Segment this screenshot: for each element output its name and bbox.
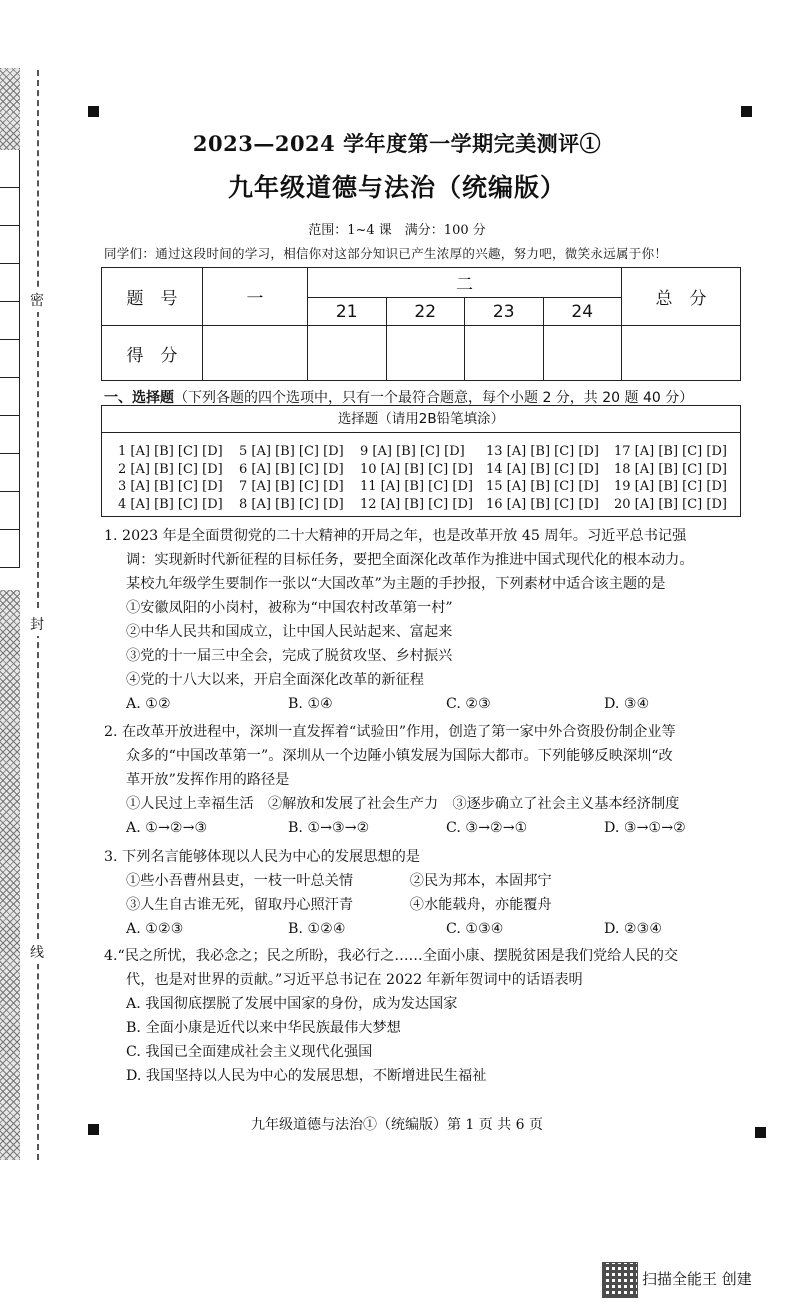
question-line: 4.“民之所忧，我必念之；民之所盼，我必行之……全面小康、摆脱贫困是我们党给人民的交 — [104, 948, 679, 964]
section-note: （下列各题的四个选项中，只有一个最符合题意，每个小题 2 分，共 20 题 40 分） — [174, 390, 694, 406]
answer-bubble-row[interactable]: 18 [A] [B] [C] [D] — [614, 461, 727, 477]
option-b: B. ①②④ — [288, 921, 346, 937]
question-line: ③党的十一届三中全会，完成了脱贫攻坚、乡村振兴 — [126, 648, 453, 664]
score-total-label: 总 分 — [622, 268, 741, 326]
option-c: C. ②③ — [446, 696, 491, 712]
section-heading — [104, 387, 693, 407]
score-col-two: 二 — [308, 268, 622, 298]
question-option-line: A. 我国彻底摆脱了发展中国家的身份，成为发达国家 — [126, 996, 458, 1012]
scanner-watermark: 扫描全能王 创建 — [642, 1270, 752, 1288]
exam-title: 2023—2024 学年度第一学期完美测评① — [192, 131, 602, 156]
score-cell[interactable] — [308, 326, 387, 381]
answer-column — [118, 443, 223, 513]
question-options — [104, 816, 754, 840]
question-4 — [104, 944, 754, 1088]
question-line: 众多的“中国改革第一”。深圳从一个边陲小镇发展为国际大都市。下列能够反映深圳“改 — [126, 748, 673, 764]
binding-boxes — [0, 150, 20, 590]
question-line: ①安徽凤阳的小岗村，被称为“中国农村改革第一村” — [126, 600, 453, 616]
question-line: 某校九年级学生要制作一张以“大国改革”为主题的手抄报，下列素材中适合该主题的是 — [126, 576, 666, 592]
question-options — [104, 692, 754, 716]
question-line: 1. 2023 年是全面贯彻党的二十大精神的开局之年，也是改革开放 45 周年。习近平总书记强 — [104, 528, 687, 544]
score-cell[interactable] — [203, 326, 308, 381]
question-1 — [104, 524, 754, 716]
section-title: 一、选择题 — [104, 390, 174, 406]
question-option-line: D. 我国坚持以人民为中心的发展思想，不断增进民生福祉 — [126, 1068, 487, 1084]
score-total-cell[interactable] — [622, 326, 741, 381]
question-line: ①些小吾曹州县吏，一枝一叶总关情 ②民为邦本，本固邦宁 — [126, 873, 552, 889]
answer-bubble-row[interactable]: 1 [A] [B] [C] [D] — [118, 444, 223, 459]
score-cell[interactable] — [465, 326, 544, 381]
question-line: ②中华人民共和国成立，让中国人民站起来、富起来 — [126, 624, 453, 640]
option-b: B. ①→③→② — [288, 820, 370, 836]
seal-char-feng: 封 — [30, 612, 44, 636]
answer-bubble-row[interactable]: 7 [A] [B] [C] [D] — [239, 479, 344, 494]
option-c: C. ③→②→① — [446, 820, 528, 836]
answer-bubble-row[interactable]: 10 [A] [B] [C] [D] — [360, 461, 473, 477]
question-3 — [104, 845, 754, 941]
answer-bubble-row[interactable]: 9 [A] [B] [C] [D] — [360, 444, 465, 459]
answer-bubble-row[interactable]: 4 [A] [B] [C] [D] — [118, 496, 223, 512]
score-col-one: 一 — [203, 268, 308, 326]
question-2 — [104, 720, 754, 840]
question-option-line: C. 我国已全面建成社会主义现代化强国 — [126, 1044, 373, 1060]
question-line: ④党的十八大以来，开启全面深化改革的新征程 — [126, 672, 424, 688]
answer-bubble-row[interactable]: 13 [A] [B] [C] [D] — [486, 444, 599, 459]
question-option-line: B. 全面小康是近代以来中华民族最伟大梦想 — [126, 1020, 401, 1036]
answer-sheet-title: 选择题（请用2B铅笔填涂） — [102, 406, 740, 433]
option-c: C. ①③④ — [446, 921, 504, 937]
page-footer: 九年级道德与法治①（统编版）第 1 页 共 6 页 — [250, 1117, 544, 1133]
score-subcol: 24 — [543, 298, 622, 326]
answer-column — [239, 443, 344, 513]
option-a: A. ①→②→③ — [126, 820, 208, 836]
registration-mark — [741, 106, 752, 117]
option-b: B. ①④ — [288, 696, 333, 712]
registration-mark — [88, 106, 99, 117]
exam-range: 范围：1~4 课 满分：100 分 — [308, 223, 486, 238]
answer-bubble-row[interactable]: 19 [A] [B] [C] [D] — [614, 479, 727, 494]
answer-bubble-row[interactable]: 16 [A] [B] [C] [D] — [486, 496, 599, 512]
score-row2-label: 得 分 — [102, 326, 203, 381]
score-subcol: 22 — [386, 298, 465, 326]
score-subcol: 21 — [308, 298, 387, 326]
question-line: ③人生自古谁无死，留取丹心照汗青 ④水能载舟，亦能覆舟 — [126, 897, 552, 913]
score-row-label: 题 号 — [102, 268, 203, 326]
qr-code-icon — [602, 1262, 638, 1298]
question-line: ①人民过上幸福生活 ②解放和发展了社会生产力 ③逐步确立了社会主义基本经济制度 — [126, 796, 680, 812]
answer-bubble-row[interactable]: 14 [A] [B] [C] [D] — [486, 461, 599, 477]
answer-bubble-row[interactable]: 3 [A] [B] [C] [D] — [118, 479, 223, 494]
score-subcol: 23 — [465, 298, 544, 326]
question-options — [104, 917, 754, 941]
seal-char-mi: 密 — [30, 288, 44, 312]
score-table — [101, 267, 741, 381]
answer-bubble-row[interactable]: 8 [A] [B] [C] [D] — [239, 496, 344, 512]
answer-bubble-row[interactable]: 20 [A] [B] [C] [D] — [614, 496, 727, 512]
answer-column — [360, 443, 473, 513]
answer-bubble-row[interactable]: 6 [A] [B] [C] [D] — [239, 461, 344, 477]
answer-bubble-row[interactable]: 15 [A] [B] [C] [D] — [486, 479, 599, 494]
answer-sheet — [101, 405, 741, 517]
answer-bubble-row[interactable]: 5 [A] [B] [C] [D] — [239, 444, 344, 459]
option-d: D. ③④ — [604, 696, 650, 712]
exam-subtitle: 九年级道德与法治（统编版） — [227, 173, 566, 202]
option-d: D. ②③④ — [604, 921, 663, 937]
answer-column — [486, 443, 599, 513]
option-d: D. ③→①→② — [604, 820, 686, 836]
score-cell[interactable] — [543, 326, 622, 381]
answer-bubble-row[interactable]: 2 [A] [B] [C] [D] — [118, 461, 223, 477]
answer-column — [614, 443, 727, 513]
seal-char-xian: 线 — [30, 940, 44, 964]
answer-bubble-row[interactable]: 17 [A] [B] [C] [D] — [614, 444, 727, 459]
motto-text: 同学们：通过这段时间的学习，相信你对这部分知识已产生浓厚的兴趣，努力吧，微笑永远属于你！ — [104, 246, 668, 261]
score-cell[interactable] — [386, 326, 465, 381]
answer-bubble-row[interactable]: 12 [A] [B] [C] [D] — [360, 496, 473, 512]
question-line: 3. 下列名言能够体现以人民为中心的发展思想的是 — [104, 849, 420, 865]
question-line: 革开放”发挥作用的路径是 — [126, 772, 290, 788]
question-line: 2. 在改革开放进程中，深圳一直发挥着“试验田”作用，创造了第一家中外合资股份制企业等 — [104, 724, 676, 740]
question-line: 代，也是对世界的贡献。”习近平总书记在 2022 年新年贺词中的话语表明 — [126, 972, 583, 988]
option-a: A. ①② — [126, 696, 171, 712]
answer-grid — [102, 433, 740, 517]
question-line: 调：实现新时代新征程的目标任务，要把全面深化改革作为推进中国式现代化的根本动力。 — [126, 552, 694, 568]
option-a: A. ①②③ — [126, 921, 184, 937]
answer-bubble-row[interactable]: 11 [A] [B] [C] [D] — [360, 479, 473, 494]
